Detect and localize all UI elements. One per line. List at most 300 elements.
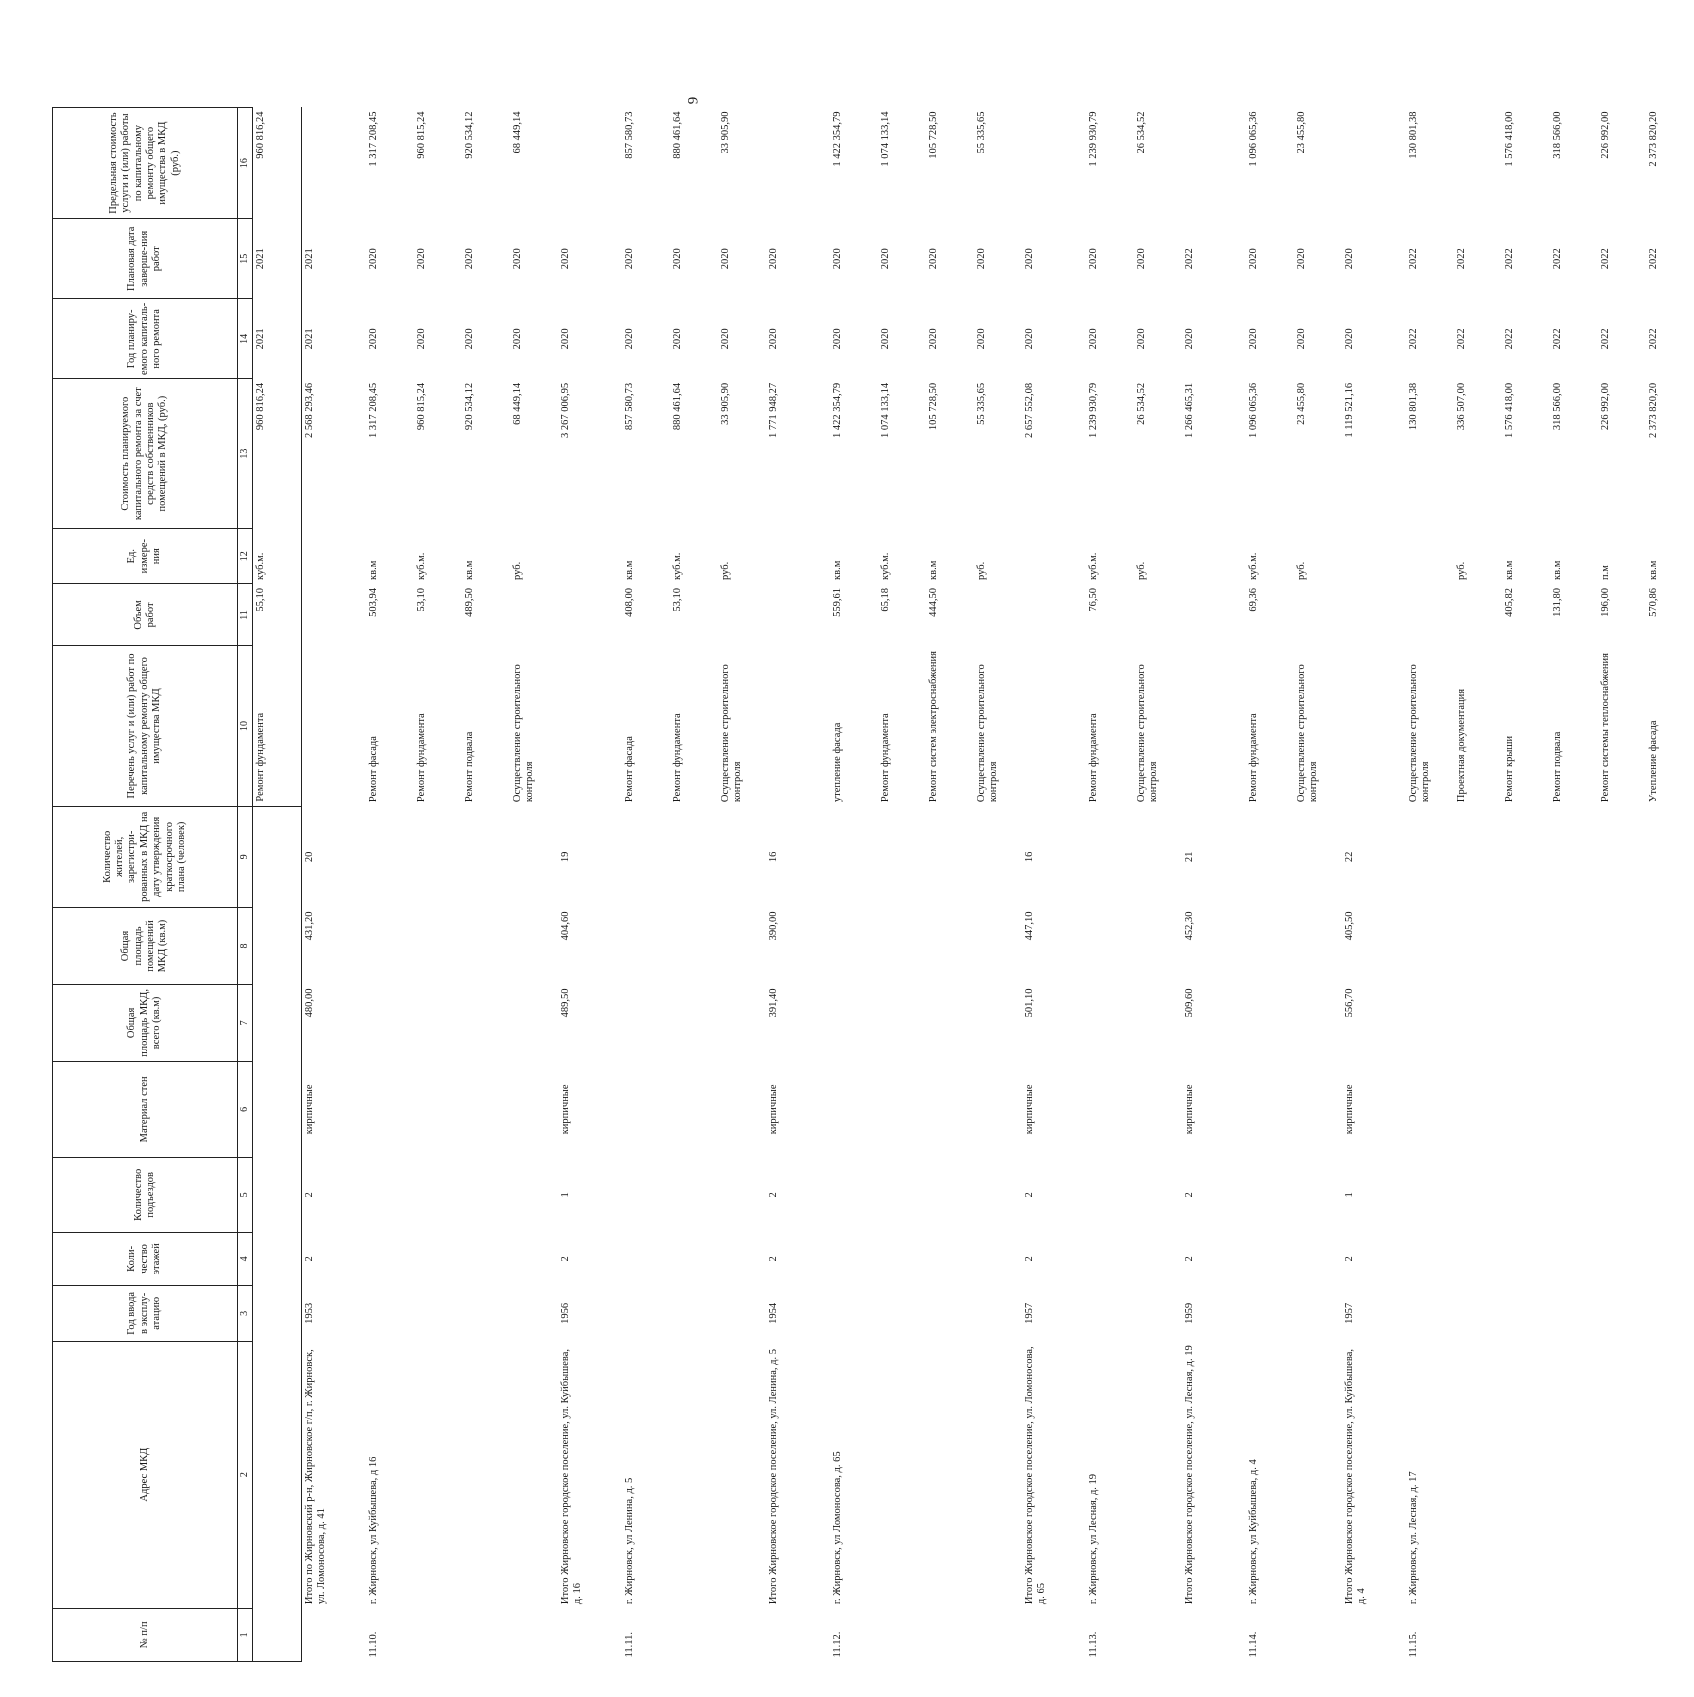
premises-area-cell <box>1294 908 1342 985</box>
table-row <box>670 108 718 1662</box>
header-cell: № п/п <box>53 1608 238 1661</box>
commission-year-cell <box>366 1286 414 1342</box>
max-cost-cell: 1 239 930,79 <box>1088 111 1099 167</box>
residents-cell <box>510 806 558 907</box>
wall-material-cell <box>1246 1061 1294 1157</box>
planned-cost-cell: 23 455,80 <box>1296 382 1307 425</box>
unit-cell <box>1406 528 1454 584</box>
premises-area-cell: 431,20 <box>304 911 315 941</box>
completion-date-cell: 2022 <box>1456 248 1467 270</box>
work-volume-cell <box>974 584 1022 646</box>
table-row <box>414 108 462 1662</box>
commission-year-cell <box>1086 1286 1134 1342</box>
header-row <box>53 108 238 1662</box>
total-area-cell <box>1454 984 1502 1061</box>
wall-material-cell <box>1134 1061 1182 1157</box>
completion-date-cell: 2020 <box>624 248 635 270</box>
completion-date-cell: 2020 <box>560 248 571 270</box>
total-area-cell: 509,60 <box>1184 988 1195 1018</box>
commission-year-cell <box>462 1286 510 1342</box>
unit-cell: кв.м <box>464 560 475 580</box>
completion-date-cell: 2022 <box>1648 248 1659 270</box>
unit-cell: кв.м <box>928 560 939 580</box>
repair-year-cell: 2020 <box>416 328 427 350</box>
wall-material-cell <box>1086 1061 1134 1157</box>
premises-area-cell <box>1502 908 1550 985</box>
unit-cell: кв.м <box>368 560 379 580</box>
wall-material-cell <box>462 1061 510 1157</box>
work-volume-cell: 408,00 <box>624 587 635 617</box>
unit-cell <box>1182 528 1246 584</box>
row-number-cell <box>1134 1608 1182 1661</box>
repair-year-cell: 2022 <box>1408 328 1419 350</box>
total-area-cell: 489,50 <box>560 988 571 1018</box>
commission-year-cell <box>414 1286 462 1342</box>
floors-cell <box>670 1232 718 1285</box>
column-number: 16 <box>238 108 253 219</box>
unit-cell: куб.м. <box>880 552 891 580</box>
planned-cost-cell: 2 657 552,08 <box>1024 382 1035 439</box>
unit-cell <box>558 528 622 584</box>
entrances-cell <box>253 1157 302 1232</box>
completion-date-cell: 2020 <box>368 248 379 270</box>
commission-year-cell <box>1134 1286 1182 1342</box>
premises-area-cell <box>253 908 302 985</box>
max-cost-cell: 23 455,80 <box>1296 111 1307 154</box>
floors-cell: 2 <box>560 1256 571 1262</box>
work-type-cell <box>1182 646 1246 806</box>
max-cost-cell <box>766 108 830 219</box>
row-number-cell <box>1022 1608 1086 1661</box>
total-area-cell <box>670 984 718 1061</box>
commission-year-cell: 1959 <box>1184 1302 1195 1324</box>
residents-cell <box>1454 806 1502 907</box>
commission-year-cell: 1956 <box>560 1302 571 1324</box>
header-cell: Перечень услуг и (или) работ по капитальному ремонту общего имущества МКД <box>53 646 238 806</box>
wall-material-cell <box>1406 1061 1454 1157</box>
floors-cell <box>1550 1232 1598 1285</box>
residents-cell <box>414 806 462 907</box>
work-type-cell: Ремонт фундамента <box>880 713 891 803</box>
header-cell: Год планиру-емого капиталь-ного ремонта <box>53 299 238 379</box>
table-row <box>1134 108 1182 1662</box>
column-number: 1 <box>238 1608 253 1661</box>
row-number-cell <box>1646 1608 1694 1661</box>
total-area-cell <box>926 984 974 1061</box>
unit-cell <box>766 528 830 584</box>
work-type-cell: Ремонт фасада <box>368 736 379 803</box>
wall-material-cell: кирпичные <box>304 1084 315 1135</box>
unit-cell: куб.м. <box>416 552 427 580</box>
address-cell <box>1454 1341 1502 1608</box>
residents-cell <box>718 806 766 907</box>
column-number: 13 <box>238 379 253 529</box>
planned-cost-cell: 3 267 006,95 <box>560 382 571 439</box>
repair-year-cell: 2022 <box>1504 328 1515 350</box>
row-number-cell <box>1182 1608 1246 1661</box>
total-area-cell <box>510 984 558 1061</box>
floors-cell <box>1086 1232 1134 1285</box>
premises-area-cell <box>622 908 670 985</box>
commission-year-cell: 1953 <box>304 1302 315 1324</box>
repair-year-cell: 2022 <box>1552 328 1563 350</box>
work-type-cell: Осуществление строительного контроля <box>720 664 744 803</box>
wall-material-cell <box>1502 1061 1550 1157</box>
header-cell: Год ввода в эксплу-атацию <box>53 1286 238 1342</box>
entrances-cell: 2 <box>1184 1192 1195 1198</box>
planned-cost-cell: 26 534,52 <box>1136 382 1147 425</box>
premises-area-cell: 405,50 <box>1344 911 1355 941</box>
planned-cost-cell: 336 507,00 <box>1456 382 1467 431</box>
residents-cell <box>1086 806 1134 907</box>
entrances-cell <box>1406 1157 1454 1232</box>
floors-cell <box>974 1232 1022 1285</box>
address-cell <box>1598 1341 1646 1608</box>
table-row <box>462 108 510 1662</box>
commission-year-cell <box>718 1286 766 1342</box>
total-area-cell <box>830 984 878 1061</box>
work-type-cell <box>558 646 622 806</box>
repair-year-cell: 2020 <box>464 328 475 350</box>
column-number: 6 <box>238 1061 253 1157</box>
planned-cost-cell: 105 728,50 <box>928 382 939 431</box>
address-cell: г. Жирновск, ул Ленина, д. 5 <box>624 1477 635 1605</box>
premises-area-cell <box>462 908 510 985</box>
address-cell <box>974 1341 1022 1608</box>
planned-cost-cell: 2 373 820,20 <box>1648 382 1659 439</box>
row-number-cell <box>1598 1608 1646 1661</box>
commission-year-cell: 1957 <box>1344 1302 1355 1324</box>
commission-year-cell <box>974 1286 1022 1342</box>
row-number-cell <box>1550 1608 1598 1661</box>
row-number-cell <box>718 1608 766 1661</box>
wall-material-cell <box>974 1061 1022 1157</box>
residents-cell <box>1406 806 1454 907</box>
planned-cost-cell: 1 239 930,79 <box>1088 382 1099 439</box>
residents-cell: 20 <box>304 851 315 863</box>
address-cell <box>1646 1341 1694 1608</box>
table-row <box>926 108 974 1662</box>
work-volume-cell <box>1406 584 1454 646</box>
row-number-cell <box>510 1608 558 1661</box>
repair-year-cell: 2022 <box>1456 328 1467 350</box>
commission-year-cell <box>1550 1286 1598 1342</box>
floors-cell <box>366 1232 414 1285</box>
table-row <box>718 108 766 1662</box>
planned-cost-cell: 1 576 418,00 <box>1504 382 1515 439</box>
address-cell <box>1502 1341 1550 1608</box>
unit-cell <box>1022 528 1086 584</box>
wall-material-cell <box>878 1061 926 1157</box>
floors-cell: 2 <box>304 1256 315 1262</box>
residents-cell: 21 <box>1184 851 1195 863</box>
planned-cost-cell: 1 317 208,45 <box>368 382 379 439</box>
residents-cell <box>974 806 1022 907</box>
header-cell: Количество подъездов <box>53 1157 238 1232</box>
premises-area-cell <box>1598 908 1646 985</box>
entrances-cell: 1 <box>1344 1192 1355 1198</box>
column-number: 3 <box>238 1286 253 1342</box>
floors-cell <box>926 1232 974 1285</box>
wall-material-cell <box>1646 1061 1694 1157</box>
unit-cell: руб. <box>512 561 523 580</box>
premises-area-cell <box>974 908 1022 985</box>
table-row <box>1598 108 1646 1662</box>
completion-date-cell: 2022 <box>1504 248 1515 270</box>
total-area-cell <box>1246 984 1294 1061</box>
wall-material-cell <box>253 1061 302 1157</box>
work-type-cell: Ремонт фундамента <box>416 713 427 803</box>
max-cost-cell: 920 534,12 <box>464 111 475 159</box>
entrances-cell <box>622 1157 670 1232</box>
address-cell: г. Жирновск, ул Куйбышева, д. 4 <box>1248 1459 1259 1605</box>
completion-date-cell: 2020 <box>976 248 987 270</box>
work-volume-cell <box>1022 584 1086 646</box>
work-volume-cell <box>302 584 367 646</box>
entrances-cell <box>1294 1157 1342 1232</box>
planned-cost-cell: 1 074 133,14 <box>880 382 891 439</box>
address-cell: г. Жирновск, ул Ломоносова, д. 65 <box>832 1451 843 1605</box>
row-number-cell <box>670 1608 718 1661</box>
work-type-cell: утепление фасада <box>832 722 843 803</box>
work-type-cell: Осуществление строительного контроля <box>1408 664 1432 803</box>
row-number-cell: 11.13. <box>1088 1631 1099 1658</box>
row-number-cell <box>1502 1608 1550 1661</box>
work-volume-cell: 69,36 <box>1248 587 1259 612</box>
work-volume-cell: 570,86 <box>1648 587 1659 617</box>
floors-cell <box>878 1232 926 1285</box>
row-number-cell: 11.15. <box>1408 1631 1419 1658</box>
completion-date-cell: 2020 <box>832 248 843 270</box>
column-number: 11 <box>238 584 253 646</box>
planned-cost-cell: 1 096 065,36 <box>1248 382 1259 439</box>
completion-date-cell: 2020 <box>1248 248 1259 270</box>
residents-cell <box>1294 806 1342 907</box>
row-number-cell <box>558 1608 622 1661</box>
work-volume-cell <box>1182 584 1246 646</box>
planned-cost-cell: 55 335,65 <box>976 382 987 425</box>
repair-year-cell: 2020 <box>672 328 683 350</box>
planned-cost-cell: 960 815,24 <box>416 382 427 431</box>
unit-cell: куб.м. <box>1088 552 1099 580</box>
commission-year-cell <box>1502 1286 1550 1342</box>
repair-year-cell: 2020 <box>832 328 843 350</box>
address-cell <box>926 1341 974 1608</box>
max-cost-cell: 226 992,00 <box>1600 111 1611 159</box>
premises-area-cell <box>510 908 558 985</box>
floors-cell <box>1406 1232 1454 1285</box>
repair-year-cell: 2021 <box>253 299 302 379</box>
premises-area-cell: 404,60 <box>560 911 571 941</box>
table-row <box>830 108 878 1662</box>
row-number-cell: 11.11. <box>624 1632 635 1658</box>
max-cost-cell <box>1022 108 1086 219</box>
completion-date-cell: 2020 <box>928 248 939 270</box>
max-cost-cell <box>558 108 622 219</box>
work-volume-cell <box>1454 584 1502 646</box>
wall-material-cell <box>366 1061 414 1157</box>
page-number: 9 <box>685 96 702 105</box>
address-cell: Итого Жирновское городское поселение, ул. Куйбышева, д. 4 <box>1344 1349 1368 1605</box>
row-number-cell: 11.14. <box>1248 1631 1259 1658</box>
address-cell <box>878 1341 926 1608</box>
row-number-cell <box>974 1608 1022 1661</box>
planned-cost-cell: 1 266 465,31 <box>1184 382 1195 439</box>
completion-date-cell: 2020 <box>768 248 779 270</box>
residents-cell <box>1134 806 1182 907</box>
table-body <box>253 108 1694 1662</box>
wall-material-cell <box>510 1061 558 1157</box>
completion-date-cell: 2020 <box>1088 248 1099 270</box>
floors-cell <box>622 1232 670 1285</box>
premises-area-cell <box>1134 908 1182 985</box>
entrances-cell <box>1502 1157 1550 1232</box>
work-type-cell: Ремонт подвала <box>464 731 475 803</box>
residents-cell <box>462 806 510 907</box>
repair-year-cell: 2020 <box>768 328 779 350</box>
repair-year-cell: 2020 <box>880 328 891 350</box>
work-volume-cell: 65,18 <box>880 587 891 612</box>
planned-cost-cell: 130 801,38 <box>1408 382 1419 431</box>
residents-cell <box>830 806 878 907</box>
total-area-cell: 391,40 <box>768 988 779 1018</box>
entrances-cell: 2 <box>1024 1192 1035 1198</box>
table-row <box>622 108 670 1662</box>
total-area-cell <box>1086 984 1134 1061</box>
work-volume-cell: 53,10 <box>672 587 683 612</box>
premises-area-cell <box>830 908 878 985</box>
residents-cell: 16 <box>1024 851 1035 863</box>
row-number-cell <box>1454 1608 1502 1661</box>
premises-area-cell <box>1406 908 1454 985</box>
max-cost-cell <box>1182 108 1246 219</box>
commission-year-cell <box>1598 1286 1646 1342</box>
max-cost-cell: 318 566,00 <box>1552 111 1563 159</box>
floors-cell <box>1246 1232 1294 1285</box>
premises-area-cell <box>1086 908 1134 985</box>
address-cell: Итого Жирновское городское поселение, ул. Ломоносова, д. 65 <box>1024 1346 1048 1605</box>
completion-date-cell: 2020 <box>880 248 891 270</box>
wall-material-cell <box>926 1061 974 1157</box>
max-cost-cell: 857 580,73 <box>624 111 635 159</box>
premises-area-cell: 452,30 <box>1184 911 1195 941</box>
header-cell: Стоимость планируемого капитального ремонта за счет средств собственников помещений в МКД, (руб.) <box>53 379 238 529</box>
wall-material-cell: кирпичные <box>1184 1084 1195 1135</box>
table-row <box>1086 108 1134 1662</box>
repair-year-cell: 2020 <box>1024 328 1035 350</box>
residents-cell <box>253 806 302 907</box>
work-volume-cell: 76,50 <box>1088 587 1099 612</box>
total-area-cell <box>622 984 670 1061</box>
work-type-cell: Осуществление строительного контроля <box>1296 664 1320 803</box>
commission-year-cell <box>926 1286 974 1342</box>
row-number-cell <box>766 1608 830 1661</box>
repair-year-cell: 2020 <box>1184 328 1195 350</box>
work-volume-cell <box>1342 584 1406 646</box>
entrances-cell <box>670 1157 718 1232</box>
header-cell: Общая площадь МКД, всего (кв.м) <box>53 984 238 1061</box>
work-type-cell <box>302 646 367 806</box>
floors-cell <box>1646 1232 1694 1285</box>
table-row <box>1550 108 1598 1662</box>
address-cell: г. Жирновск, ул Лесная, д. 19 <box>1088 1473 1099 1605</box>
column-number: 10 <box>238 646 253 806</box>
planned-cost-cell: 68 449,14 <box>512 382 523 425</box>
repair-year-cell: 2020 <box>1344 328 1355 350</box>
commission-year-cell <box>1646 1286 1694 1342</box>
unit-cell: руб. <box>1136 561 1147 580</box>
residents-cell: 19 <box>560 851 571 863</box>
max-cost-cell: 130 801,38 <box>1408 111 1419 159</box>
floors-cell <box>414 1232 462 1285</box>
unit-cell: кв.м <box>1552 560 1563 580</box>
wall-material-cell <box>1294 1061 1342 1157</box>
commission-year-cell <box>622 1286 670 1342</box>
premises-area-cell <box>366 908 414 985</box>
total-area-cell <box>414 984 462 1061</box>
row-number-cell <box>1294 1608 1342 1661</box>
completion-date-cell: 2022 <box>1600 248 1611 270</box>
address-cell: г. Жирновск, ул Куйбышева, д 16 <box>368 1456 379 1605</box>
unit-cell: руб. <box>1456 561 1467 580</box>
residents-cell <box>878 806 926 907</box>
address-cell <box>510 1341 558 1608</box>
wall-material-cell <box>622 1061 670 1157</box>
column-number: 7 <box>238 984 253 1061</box>
entrances-cell <box>926 1157 974 1232</box>
commission-year-cell <box>1406 1286 1454 1342</box>
entrances-cell <box>1550 1157 1598 1232</box>
work-type-cell: Осуществление строительного контроля <box>976 664 1000 803</box>
completion-date-cell: 2020 <box>416 248 427 270</box>
address-cell <box>414 1341 462 1608</box>
planned-cost-cell: 1 771 948,27 <box>768 382 779 439</box>
work-volume-cell: 503,94 <box>368 587 379 617</box>
unit-cell <box>1342 528 1406 584</box>
row-number-cell: 11.10. <box>368 1631 379 1658</box>
floors-cell: 2 <box>1024 1256 1035 1262</box>
capital-repair-table <box>52 107 1694 1662</box>
max-cost-cell: 1 422 354,79 <box>832 111 843 167</box>
work-volume-cell: 131,80 <box>1552 587 1563 617</box>
entrances-cell <box>366 1157 414 1232</box>
work-type-cell: Ремонт фундамента <box>253 646 302 806</box>
wall-material-cell <box>1454 1061 1502 1157</box>
floors-cell: 2 <box>1344 1256 1355 1262</box>
premises-area-cell: 390,00 <box>768 911 779 941</box>
wall-material-cell: кирпичные <box>1344 1084 1355 1135</box>
entrances-cell: 1 <box>560 1192 571 1198</box>
address-cell <box>670 1341 718 1608</box>
entrances-cell <box>830 1157 878 1232</box>
max-cost-cell: 1 317 208,45 <box>368 111 379 167</box>
unit-cell: руб. <box>720 561 731 580</box>
floors-cell <box>253 1232 302 1285</box>
completion-date-cell: 2020 <box>512 248 523 270</box>
commission-year-cell <box>510 1286 558 1342</box>
table-row <box>366 108 414 1662</box>
entrances-cell: 2 <box>304 1192 315 1198</box>
max-cost-cell <box>302 108 367 219</box>
unit-cell: руб. <box>1296 561 1307 580</box>
work-type-cell: Утепление фасада <box>1648 720 1659 803</box>
entrances-cell <box>718 1157 766 1232</box>
header-cell: Плановая дата заверше-ния работ <box>53 219 238 299</box>
table-row <box>1646 108 1694 1662</box>
wall-material-cell <box>1598 1061 1646 1157</box>
work-volume-cell <box>1134 584 1182 646</box>
total-area-cell <box>1134 984 1182 1061</box>
